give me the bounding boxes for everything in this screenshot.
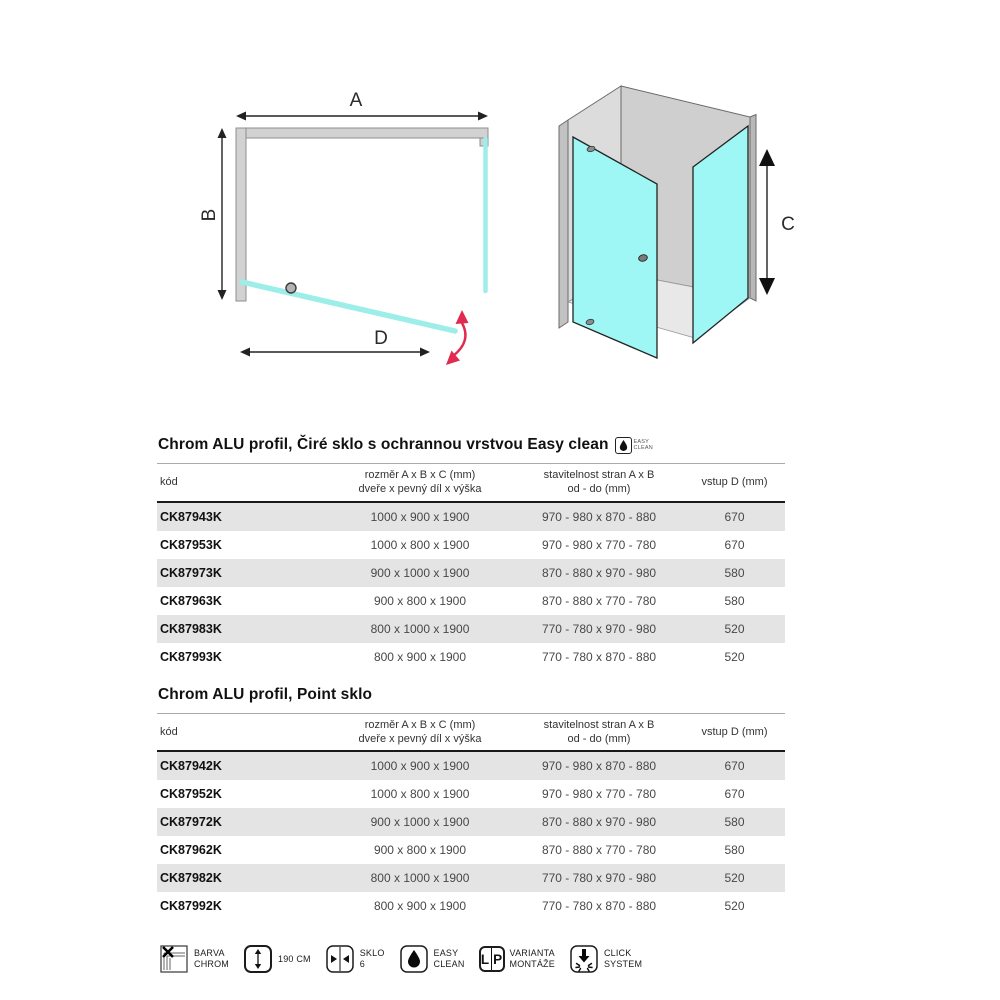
col-header-adjust: stavitelnost stran A x B od - do (mm) bbox=[514, 713, 684, 751]
table-row: CK87973K 900 x 1000 x 1900 870 - 880 x 970 - 980 580 bbox=[157, 559, 785, 587]
glass-thickness-icon bbox=[325, 944, 355, 974]
height-arrow-icon bbox=[243, 944, 273, 974]
table-row: CK87942K 1000 x 900 x 1900 970 - 980 x 870 - 880 670 bbox=[157, 751, 785, 780]
dimension-c-label: C bbox=[781, 214, 795, 235]
content-column bbox=[157, 436, 785, 974]
feature-label-line2: MONTÁŽE bbox=[509, 959, 555, 970]
feature-label-line1: CLICK bbox=[603, 948, 632, 959]
table-row: CK87943K 1000 x 900 x 1900 970 - 980 x 870 - 880 670 bbox=[157, 502, 785, 531]
feature-label-line2: CLEAN bbox=[433, 959, 465, 970]
table-row: CK87963K 900 x 800 x 1900 870 - 880 x 770 - 780 580 bbox=[160, 593, 745, 608]
col-header-size: rozměr A x B x C (mm) dveře x pevný díl x výška bbox=[326, 464, 514, 502]
spec-table-easy-clean bbox=[157, 463, 785, 671]
easy-clean-badge-line2: CLEAN bbox=[633, 445, 653, 451]
feature-sklo-6 bbox=[325, 944, 385, 974]
feature-label-line2: CHROM bbox=[194, 959, 229, 970]
easy-clean-badge-line1: EASY bbox=[633, 438, 650, 445]
table-row: CK87993K 800 x 900 x 1900 770 - 780 x 870 - 880 520 bbox=[160, 649, 745, 664]
dimension-d-arrow bbox=[240, 328, 430, 357]
table-row: CK87953K 1000 x 800 x 1900 970 - 980 x 770 - 780 670 bbox=[160, 537, 745, 552]
dimension-a-label: A bbox=[349, 90, 363, 111]
feature-varianta-montaze bbox=[479, 946, 555, 972]
feature-label-line1: VARIANTA bbox=[509, 948, 555, 959]
top-view-diagram bbox=[165, 65, 495, 375]
section1-title-text: Chrom ALU profil, Čiré sklo s ochrannou vrstvou Easy clean bbox=[158, 436, 609, 453]
perspective-diagram bbox=[545, 70, 805, 370]
col-header-code: kód bbox=[157, 713, 326, 751]
table-row: CK87982K 800 x 1000 x 1900 770 - 780 x 970 - 980 520 bbox=[157, 864, 785, 892]
feature-height-190 bbox=[243, 944, 311, 974]
feature-easy-clean bbox=[399, 944, 465, 974]
feature-label-line1: BARVA bbox=[194, 948, 225, 959]
door-swing-arrow bbox=[446, 310, 469, 365]
dimension-a-arrow bbox=[236, 90, 488, 121]
col-header-entry: vstup D (mm) bbox=[684, 464, 785, 502]
spec-table-point bbox=[157, 713, 785, 921]
variant-letter-l: L bbox=[480, 951, 490, 967]
dimension-c-arrow bbox=[759, 149, 795, 295]
left-wall-profile bbox=[236, 128, 246, 301]
feature-icon-strip bbox=[159, 944, 785, 974]
feature-label-line1: SKLO bbox=[359, 948, 385, 959]
dimension-b-label: B bbox=[199, 208, 220, 222]
feature-label-line1: 190 CM bbox=[278, 953, 311, 964]
section2-title-text: Chrom ALU profil, Point sklo bbox=[158, 685, 373, 703]
table-row: CK87983K 800 x 1000 x 1900 770 - 780 x 970 - 980 520 bbox=[157, 615, 785, 643]
col-header-entry: vstup D (mm) bbox=[684, 713, 785, 751]
left-right-variant-icon bbox=[479, 946, 505, 972]
feature-label-line2: 6 bbox=[359, 959, 365, 970]
easy-clean-badge bbox=[615, 437, 653, 454]
table-row: CK87962K 900 x 800 x 1900 870 - 880 x 770 - 780 580 bbox=[160, 843, 745, 858]
table-header-row bbox=[157, 713, 785, 751]
dimension-d-label: D bbox=[374, 328, 388, 349]
door-knob bbox=[286, 283, 296, 293]
easy-clean-drop-icon bbox=[399, 944, 429, 974]
table-row: CK87972K 900 x 1000 x 1900 870 - 880 x 970 - 980 580 bbox=[157, 808, 785, 836]
col-header-size: rozměr A x B x C (mm) dveře x pevný díl x výška bbox=[326, 713, 514, 751]
variant-letter-p: P bbox=[493, 951, 503, 967]
easy-clean-droplet-icon bbox=[615, 437, 632, 454]
col-header-code: kód bbox=[157, 464, 326, 502]
top-wall-profile bbox=[236, 128, 488, 138]
door-glass-line bbox=[242, 282, 455, 331]
feature-label-line1: EASY bbox=[433, 948, 459, 959]
feature-click-system bbox=[569, 944, 642, 974]
section-title-easy-clean bbox=[158, 436, 785, 454]
feature-label-line2: SYSTEM bbox=[603, 959, 643, 970]
section-title-point bbox=[158, 686, 785, 704]
table-row: CK87952K 1000 x 800 x 1900 970 - 980 x 770 - 780 670 bbox=[160, 787, 745, 802]
table-row: CK87992K 800 x 900 x 1900 770 - 780 x 870 - 880 520 bbox=[160, 899, 745, 914]
col-header-adjust: stavitelnost stran A x B od - do (mm) bbox=[514, 464, 684, 502]
corner-profile-icon bbox=[159, 944, 189, 974]
feature-barva-chrom bbox=[159, 944, 229, 974]
table-header-row bbox=[157, 464, 785, 502]
dimension-b-arrow bbox=[199, 128, 227, 300]
click-system-icon bbox=[569, 944, 599, 974]
